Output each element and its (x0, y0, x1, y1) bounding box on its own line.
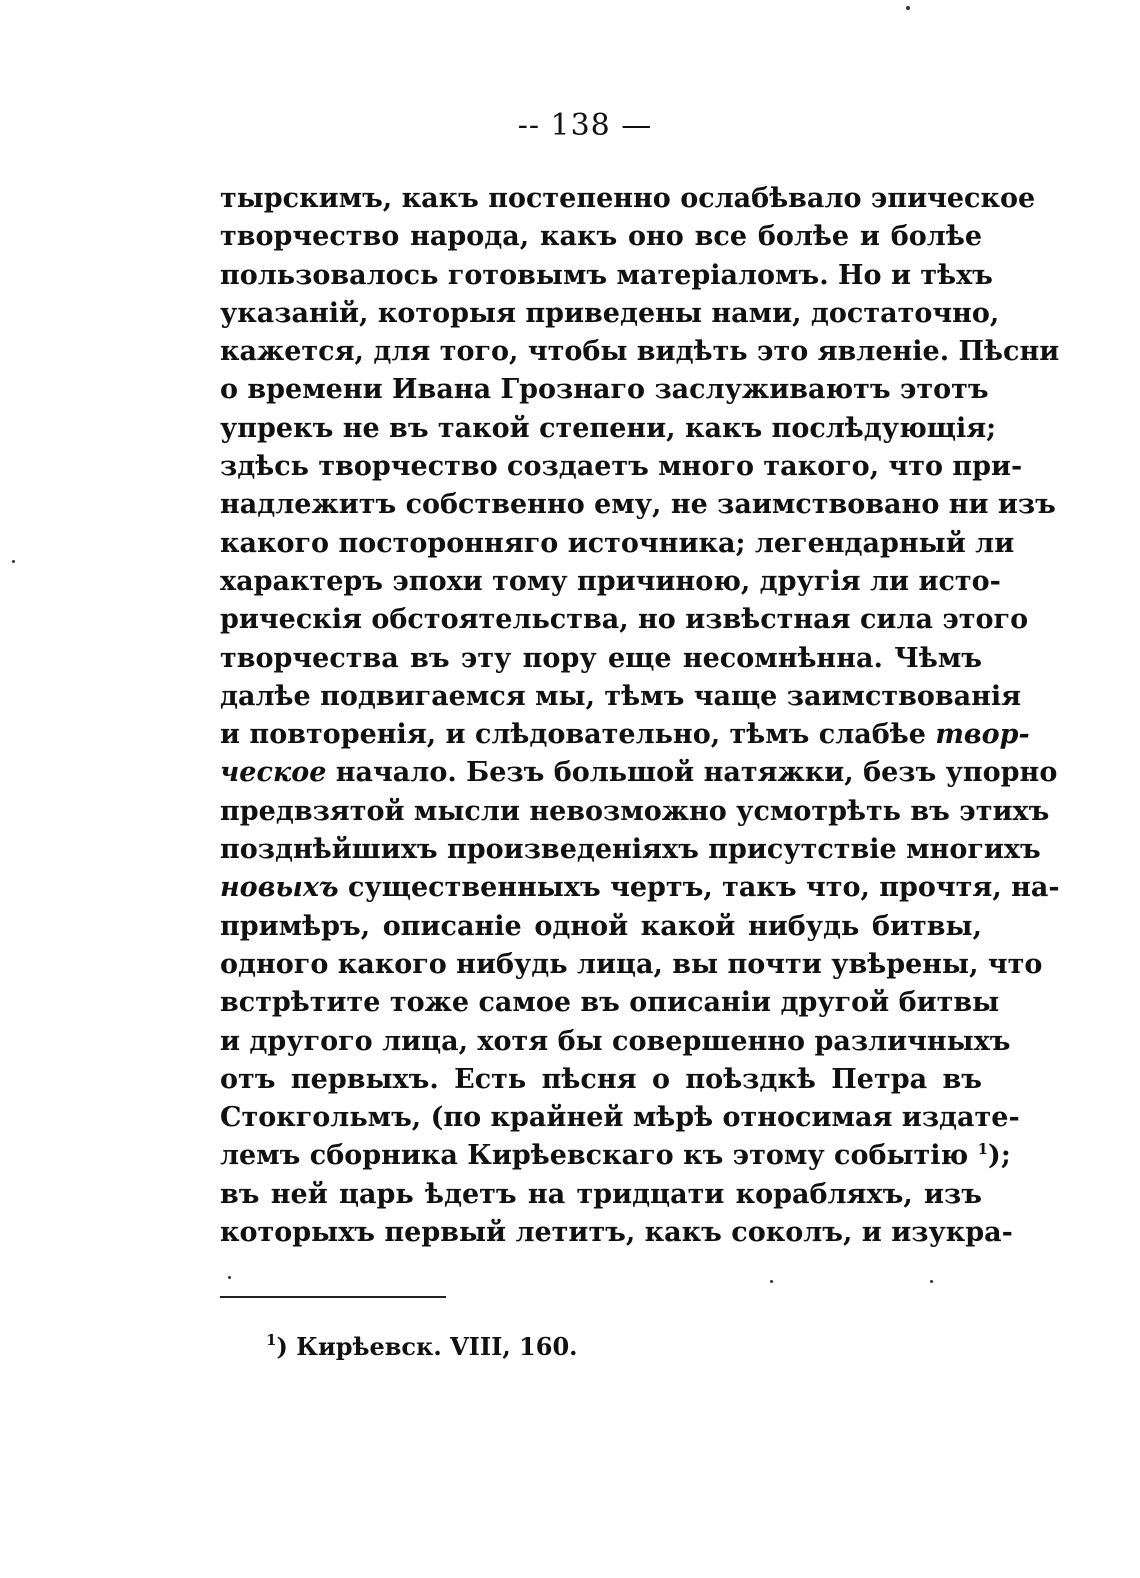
text-line (220, 448, 1023, 486)
italic-text: ческое (220, 757, 327, 789)
text-line (220, 678, 1022, 716)
scan-speck (228, 1276, 231, 1279)
line-text: упрекъ не въ такой степени, какъ послѣдующія; (220, 412, 997, 444)
text-line (220, 793, 1050, 831)
line-text: начало. Безъ большой натяжки, безъ упорно (326, 757, 1058, 789)
line-text: надлежитъ собственно ему, не заимствовано ни изъ (220, 489, 1056, 521)
line-text: Стокгольмъ, (по крайней мѣрѣ относимая издате- (220, 1102, 1020, 1134)
scan-speck (12, 560, 15, 563)
text-line (220, 640, 982, 678)
line-text: здѣсь творчество создаетъ много такого, что при- (220, 451, 1023, 483)
line-text: творчества въ эту пору еще несомнѣнна. Чѣмъ (220, 642, 982, 674)
footnote-marker: 1 (266, 1331, 277, 1349)
text-line (220, 831, 1041, 869)
text-line (220, 716, 1030, 754)
text-line (220, 946, 1043, 984)
line-text: тырскимъ, какъ постепенно ослабѣвало эпическое (220, 183, 1036, 214)
line-text: предвзятой мысли невозможно усмотрѣть въ этихъ (220, 795, 1050, 827)
body-text (220, 180, 1060, 1252)
line-text: лемъ сборника Кирѣевскаго къ этому событію (220, 1140, 978, 1172)
line-text: которыхъ первый летитъ, какъ соколъ, и изукра- (220, 1217, 1013, 1249)
text-line (220, 295, 1000, 333)
italic-text: твор- (935, 719, 1030, 751)
text-line (220, 1099, 1020, 1137)
scan-speck (906, 6, 910, 10)
footnote-divider (220, 1296, 446, 1298)
scan-speck (930, 1280, 933, 1283)
text-line (220, 218, 982, 256)
page-number: -- 138 — (517, 108, 653, 143)
line-text: какого посторонняго источника; легендарный ли (220, 527, 1015, 559)
footnote (266, 1332, 578, 1361)
text-line (220, 333, 1060, 371)
line-text: характеръ эпохи тому причиною, другія ли исто- (220, 565, 1001, 597)
line-text: и другого лица, хотя бы совершенно различныхъ (220, 1025, 1011, 1057)
text-line (220, 984, 1000, 1022)
line-text: о времени Ивана Грознаго заслуживаютъ этотъ (220, 374, 989, 406)
line-text: рическія обстоятельства, но извѣстная сила этого (220, 604, 1029, 636)
text-line (220, 1061, 982, 1099)
text-line (220, 1176, 982, 1214)
text-line (220, 180, 1036, 218)
text-line (220, 908, 982, 946)
text-line (220, 371, 989, 409)
line-text: творчество народа, какъ оно все болѣе и болѣе (220, 221, 982, 253)
line-text: указаній, которыя приведены нами, достаточно, (220, 297, 1000, 329)
line-text: одного какого нибудь лица, вы почти увѣрены, что (220, 948, 1043, 980)
text-line (220, 410, 997, 448)
text-line (220, 869, 1060, 907)
line-text: въ ней царь ѣдетъ на тридцати корабляхъ, изъ (220, 1178, 982, 1210)
scan-speck (770, 1280, 773, 1283)
text-line (220, 525, 1015, 563)
line-text: далѣе подвигаемся мы, тѣмъ чаще заимствованія (220, 680, 1022, 712)
text-line (220, 563, 1001, 601)
line-text: отъ первыхъ. Есть пѣсня о поѣздкѣ Петра въ (220, 1063, 982, 1095)
line-text: ); (988, 1140, 1011, 1172)
text-line (220, 1137, 1011, 1175)
line-text: кажется, для того, чтобы видѣть это явленіе. Пѣсни (220, 336, 1060, 368)
line-text: и повторенія, и слѣдовательно, тѣмъ слабѣе (220, 719, 936, 751)
text-line (220, 1214, 1013, 1252)
line-text: пользовалось готовымъ матеріаломъ. Но и тѣхъ (220, 259, 993, 291)
line-text: встрѣтите тоже самое въ описаніи другой битвы (220, 987, 1000, 1019)
footnote-ref: 1 (977, 1140, 989, 1159)
line-text: существенныхъ чертъ, такъ что, прочтя, на- (338, 872, 1060, 904)
text-line (220, 754, 1058, 792)
line-text: примѣръ, описаніе одной какой нибудь битвы, (220, 910, 982, 942)
footnote-text: ) Кирѣевск. VIII, 160. (276, 1332, 578, 1361)
text-line (220, 257, 993, 295)
italic-text: новыхъ (220, 872, 339, 904)
text-line (220, 486, 1056, 524)
text-line (220, 601, 1029, 639)
line-text: позднѣйшихъ произведеніяхъ присутствіе многихъ (220, 834, 1041, 866)
text-line (220, 1023, 1011, 1061)
